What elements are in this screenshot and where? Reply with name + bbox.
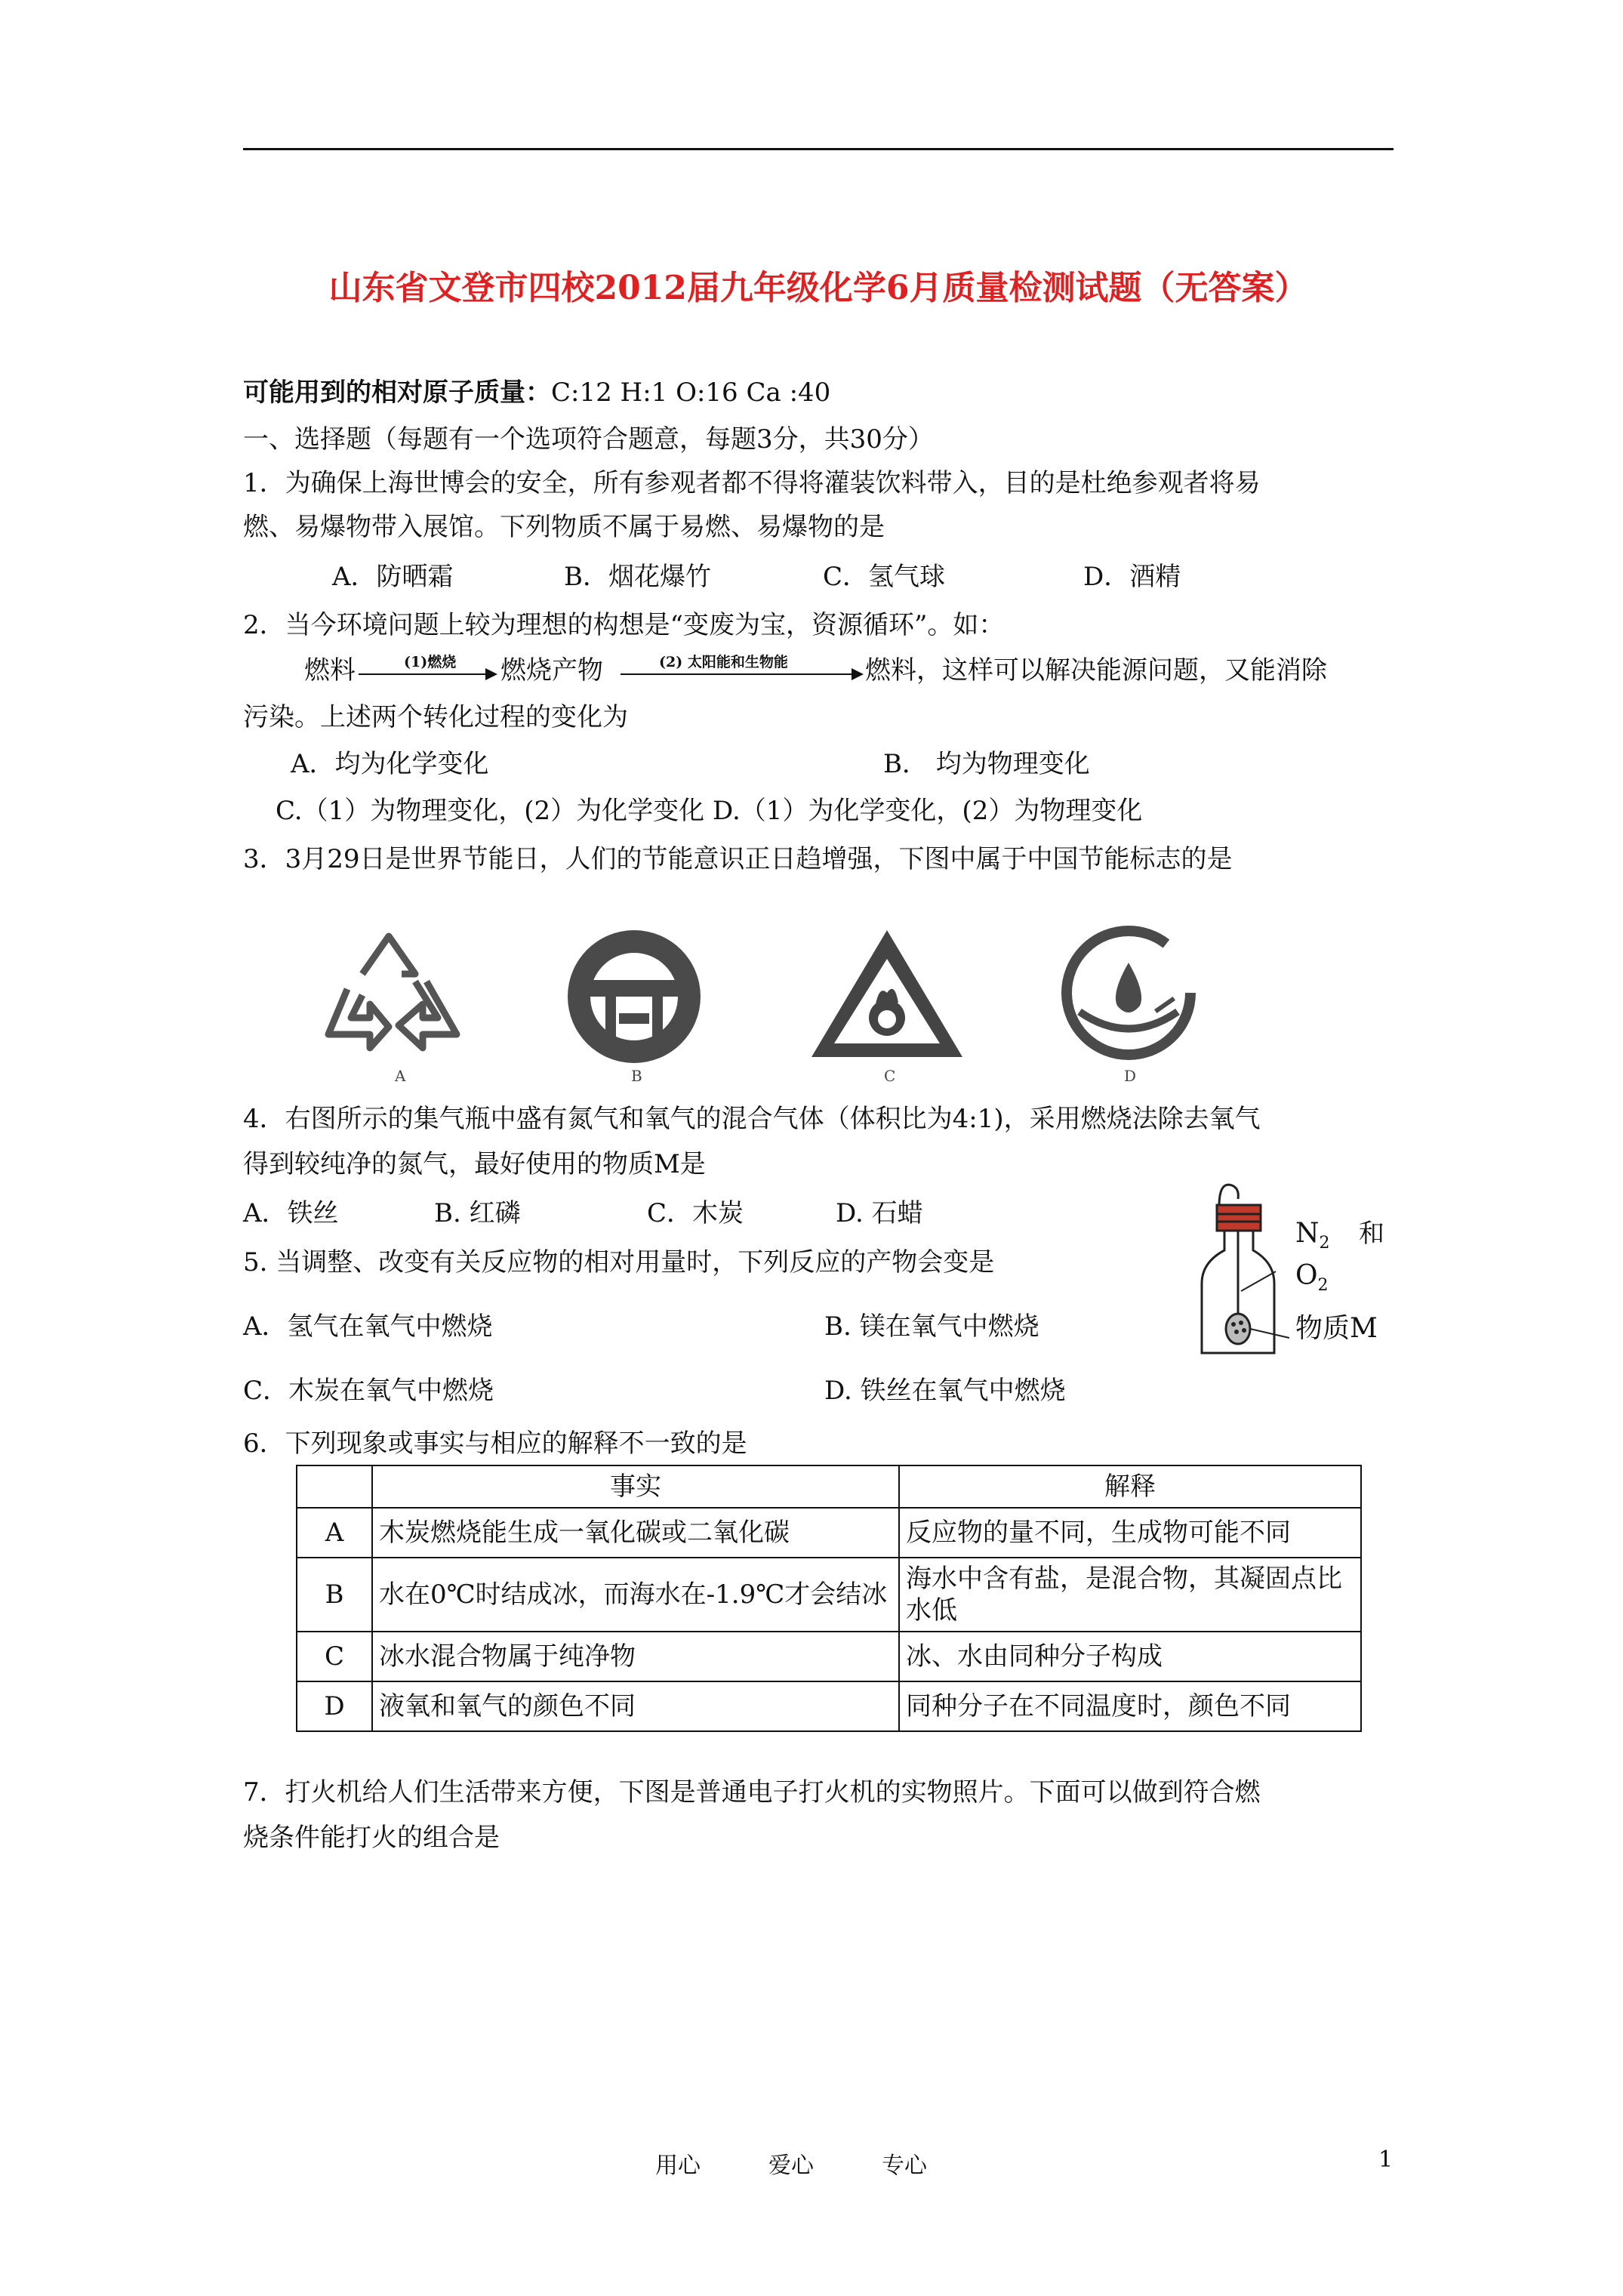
- atomic-mass-values: C:12 H:1 O:16 Ca :40: [551, 378, 831, 408]
- q5-option-c: C．木炭在氧气中燃烧: [243, 1376, 494, 1406]
- table-row: [297, 1508, 1361, 1558]
- row-key: B: [297, 1558, 372, 1632]
- q4-option-d: D. 石蜡: [836, 1198, 923, 1228]
- q4-line1: 4．右图所示的集气瓶中盛有氮气和氧气的混合气体（体积比为4:1)，采用燃烧法除去氧气: [243, 1104, 1261, 1134]
- q2-line1: 2．当今环境问题上较为理想的构想是“变废为宝，资源循环”。如：: [243, 610, 1005, 640]
- section-heading: 一、选择题（每题有一个选项符合题意，每题3分，共30分）: [243, 424, 934, 455]
- logo-label-d: D: [1124, 1067, 1137, 1085]
- logo-label-c: C: [884, 1067, 896, 1085]
- q2-arrow1: [359, 673, 496, 675]
- q2-arrow2: [621, 673, 862, 675]
- row-key: D: [297, 1681, 372, 1731]
- fig-and-label: 和: [1359, 1219, 1384, 1249]
- q5-option-d: D. 铁丝在氧气中燃烧: [824, 1376, 1066, 1406]
- fig-m-label: 物质M: [1295, 1313, 1378, 1344]
- q1-line1: 1．为确保上海世博会的安全，所有参观者都不得将灌装饮料带入，目的是杜绝参观者将易: [243, 468, 1261, 498]
- atomic-mass-label: 可能用到的相对原子质量：: [243, 378, 551, 408]
- fig-n2-subscript: 2: [1319, 1234, 1330, 1253]
- q4-option-b: B. 红磷: [434, 1198, 521, 1228]
- table-header-row: [297, 1465, 1361, 1508]
- row-fact: 液氧和氧气的颜色不同: [372, 1681, 899, 1731]
- q4-line2: 得到较纯净的氮气，最好使用的物质M是: [243, 1149, 706, 1179]
- footer-yongxin: 用心: [655, 2153, 701, 2179]
- q1-option-b: B．烟花爆竹: [564, 562, 711, 592]
- table-header-fact: 事实: [372, 1465, 899, 1508]
- header-rule: [243, 148, 1394, 150]
- row-fact: 水在0℃时结成冰，而海水在-1.9℃才会结冰: [372, 1558, 899, 1632]
- logo-label-a: A: [395, 1067, 406, 1085]
- q1-line2: 燃、易爆物带入展馆。下列物质不属于易燃、易爆物的是: [243, 512, 885, 542]
- recycle-icon: [328, 936, 457, 1048]
- q5-option-b: B. 镁在氧气中燃烧: [824, 1311, 1039, 1342]
- q2-product: 燃烧产物: [500, 655, 603, 686]
- row-explanation: 同种分子在不同温度时，颜色不同: [899, 1681, 1361, 1731]
- row-explanation: 海水中含有盐，是混合物，其凝固点比水低: [899, 1558, 1361, 1632]
- q3-line1: 3．3月29日是世界节能日，人们的节能意识正日趋增强，下图中属于中国节能标志的是: [243, 844, 1233, 874]
- q2-arrow1-label: (1)燃烧: [404, 654, 457, 670]
- q2-line3: 污染。上述两个转化过程的变化为: [243, 702, 628, 732]
- footer-zhuanxin: 专心: [882, 2153, 927, 2179]
- fig-o2-symbol: O: [1295, 1260, 1318, 1291]
- q4-option-a: A．铁丝: [243, 1198, 339, 1228]
- flammable-warning-icon: [812, 930, 962, 1057]
- q1-option-a: A．防晒霜: [332, 562, 454, 592]
- atomic-mass-line: [243, 376, 830, 409]
- row-fact: 木炭燃烧能生成一氧化碳或二氧化碳: [372, 1508, 899, 1558]
- q2-option-b: B． 均为物理变化: [883, 749, 1090, 779]
- fig-n2-symbol: N: [1295, 1218, 1320, 1249]
- row-key: A: [297, 1508, 372, 1558]
- gas-bottle-figure: [1185, 1178, 1291, 1367]
- q2-fuel: 燃料: [304, 655, 356, 686]
- q7-line1: 7．打火机给人们生活带来方便，下图是普通电子打火机的实物照片。下面可以做到符合燃: [243, 1777, 1261, 1808]
- page-number: 1: [1378, 2147, 1394, 2173]
- row-key: C: [297, 1632, 372, 1681]
- q1-option-c: C．氢气球: [823, 562, 946, 592]
- table-header-explanation: 解释: [899, 1465, 1361, 1508]
- footer-aixin: 爱心: [768, 2153, 814, 2179]
- page-title: 山东省文登市四校2012届九年级化学6月质量检测试题（无答案）: [328, 269, 1308, 307]
- energy-saving-icon: [568, 930, 701, 1063]
- water-saving-icon: [1067, 931, 1190, 1055]
- table-header-key: [297, 1465, 372, 1508]
- row-explanation: 冰、水由同种分子构成: [899, 1632, 1361, 1681]
- q2-option-cd: C.（1）为物理变化，(2）为化学变化 D.（1）为化学变化，(2）为物理变化: [276, 796, 1143, 826]
- q6-line1: 6．下列现象或事实与相应的解释不一致的是: [243, 1428, 747, 1459]
- q5-line1: 5. 当调整、改变有关反应物的相对用量时，下列反应的产物会变是: [243, 1247, 995, 1277]
- facts-table: [296, 1465, 1362, 1732]
- q2-arrow2-label: (2) 太阳能和生物能: [659, 654, 788, 670]
- q7-line2: 烧条件能打火的组合是: [243, 1823, 500, 1853]
- q4-option-c: C．木炭: [647, 1198, 744, 1228]
- q2-tail: 燃料，这样可以解决能源问题，又能消除: [865, 655, 1327, 686]
- table-row: [297, 1558, 1361, 1632]
- energy-logos-figure: [317, 921, 1253, 1087]
- q2-option-a: A．均为化学变化: [291, 749, 489, 779]
- row-fact: 冰水混合物属于纯净物: [372, 1632, 899, 1681]
- q1-option-d: D．酒精: [1083, 562, 1181, 592]
- fig-o2-subscript: 2: [1317, 1276, 1329, 1296]
- fig-n2-label: [1295, 1217, 1330, 1260]
- table-row: [297, 1632, 1361, 1681]
- table-row: [297, 1681, 1361, 1731]
- logo-label-b: B: [631, 1067, 642, 1085]
- q5-option-a: A．氢气在氧气中燃烧: [243, 1311, 493, 1342]
- fig-o2-label: [1295, 1259, 1329, 1302]
- row-explanation: 反应物的量不同，生成物可能不同: [899, 1508, 1361, 1558]
